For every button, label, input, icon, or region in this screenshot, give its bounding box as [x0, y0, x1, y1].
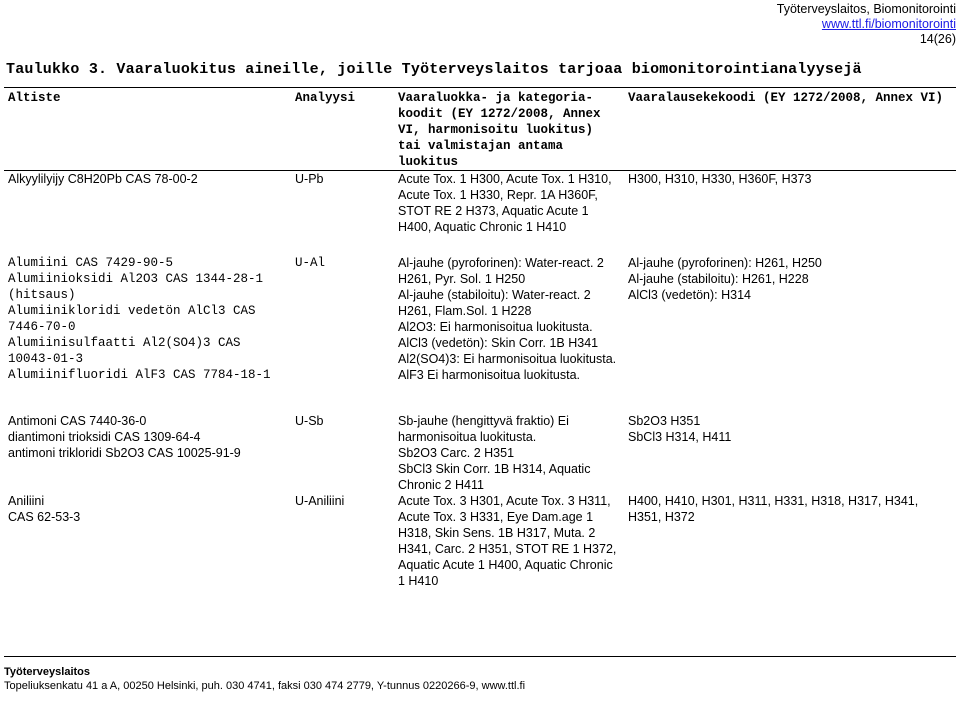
altiste-line: Alkyylilyijy C8H20Pb CAS 78-00-2: [8, 172, 198, 186]
vaaralauseke-line: SbCl3 H314, H411: [628, 429, 732, 444]
cell-vaaraluokka: [394, 411, 624, 493]
vaaralauseke-line: H400, H410, H301, H311, H331, H318, H317, H341, H351, H372: [628, 493, 919, 524]
altiste-line: Antimoni CAS 7440-36-0: [8, 413, 147, 428]
footer-address: Topeliuksenkatu 41 a A, 00250 Helsinki, puh. 030 4741, faksi 030 474 2779, Y-tunnus 0220266-9, www.ttl.fi: [4, 680, 526, 692]
cell-vaaralauseke: [624, 411, 956, 493]
vaaralauseke-line: Al-jauhe (pyroforinen): H261, H250: [628, 255, 822, 270]
vaaraluokka-line: Al2(SO4)3: Ei harmonisoitua luokitusta.: [398, 351, 617, 366]
table-row: [4, 247, 956, 411]
altiste-line: Alumiinioksidi Al2O3 CAS 1344-28-1 (hitsaus): [8, 271, 264, 302]
page-number: 14(26): [919, 32, 956, 46]
vaaralauseke-line: Al-jauhe (stabiloitu): H261, H228: [628, 271, 809, 286]
cell-analyysi: U-Aniliini: [295, 493, 345, 508]
cell-vaaralauseke: [624, 171, 956, 247]
vaaraluokka-line: AlCl3 (vedetön): Skin Corr. 1B H341: [398, 335, 599, 350]
vaaraluokka-line: SbCl3 Skin Corr. 1B H314, Aquatic Chronic 2 H411: [398, 461, 591, 492]
col-header-analyysi: Analyysi: [291, 88, 394, 171]
vaaraluokka-line: Acute Tox. 1 H300, Acute Tox. 1 H310, Acute Tox. 1 H330, Repr. 1A H360F, STOT RE 2 H373, Aquatic Acute 1 H400, Aquatic Chronic 1 H410: [398, 172, 612, 234]
vaaraluokka-line: Acute Tox. 3 H301, Acute Tox. 3 H311, Acute Tox. 3 H331, Eye Dam.age 1 H318, Skin Sens. 1B H317, Muta. 2 H341, Carc. 2 H351, STOT RE 1 H372, Aquatic Acute 1 H400, Aquatic Chronic 1 H410: [398, 493, 617, 588]
hazard-table: [4, 87, 956, 589]
vaaraluokka-line: AlF3 Ei harmonisoitua luokitusta.: [398, 367, 581, 382]
vaaraluokka-line: Al-jauhe (pyroforinen): Water-react. 2 H261, Pyr. Sol. 1 H250: [398, 255, 604, 286]
vaaraluokka-line: Al2O3: Ei harmonisoitua luokitusta.: [398, 319, 593, 334]
altiste-line: Alumiinikloridi vedetön AlCl3 CAS 7446-70-0: [8, 303, 256, 334]
col-header-vaaralauseke: Vaaralausekekoodi (EY 1272/2008, Annex VI): [624, 88, 956, 171]
altiste-line: antimoni trikloridi Sb2O3 CAS 10025-91-9: [8, 445, 241, 460]
cell-altiste: [4, 411, 291, 493]
altiste-line: Alumiinifluoridi AlF3 CAS 7784-18-1: [8, 367, 271, 382]
table-row: [4, 411, 956, 493]
altiste-line: Alumiini CAS 7429-90-5: [8, 255, 174, 270]
page-header: [777, 2, 956, 47]
table-row: [4, 493, 956, 589]
vaaralauseke-line: AlCl3 (vedetön): H314: [628, 287, 751, 302]
col-header-vaaraluokka: Vaaraluokka- ja kategoria-koodit (EY 1272/2008, Annex VI, harmonisoitu luokitus) tai valmistajan antama luokitus: [394, 88, 624, 171]
cell-vaaraluokka: [394, 247, 624, 411]
cell-vaaraluokka: [394, 493, 624, 589]
vaaraluokka-line: Sb2O3 Carc. 2 H351: [398, 445, 515, 460]
page-footer: [4, 656, 956, 693]
table-row: [4, 171, 956, 247]
cell-analyysi: U-Pb: [295, 172, 324, 186]
vaaraluokka-line: Sb-jauhe (hengittyvä fraktio) Ei harmonisoitua luokitusta.: [398, 413, 569, 444]
cell-vaaraluokka: [394, 171, 624, 247]
cell-altiste: [4, 247, 291, 411]
cell-altiste: [4, 493, 291, 589]
vaaralauseke-line: H300, H310, H330, H360F, H373: [628, 172, 812, 186]
table-header-row: [4, 88, 956, 171]
cell-vaaralauseke: [624, 493, 956, 589]
altiste-line: Aniliini: [8, 493, 45, 508]
altiste-line: CAS 62-53-3: [8, 509, 81, 524]
cell-analyysi: U-Al: [295, 255, 326, 270]
footer-org: Työterveyslaitos: [4, 666, 91, 678]
cell-analyysi: U-Sb: [295, 413, 324, 428]
vaaraluokka-line: Al-jauhe (stabiloitu): Water-react. 2 H261, Flam.Sol. 1 H228: [398, 287, 591, 318]
altiste-line: diantimoni trioksidi CAS 1309-64-4: [8, 429, 201, 444]
altiste-line: Alumiinisulfaatti Al2(SO4)3 CAS 10043-01-3: [8, 335, 241, 366]
header-url-link[interactable]: www.ttl.fi/biomonitorointi: [821, 17, 956, 31]
vaaralauseke-line: Sb2O3 H351: [628, 413, 701, 428]
cell-altiste: [4, 171, 291, 247]
cell-vaaralauseke: [624, 247, 956, 411]
table-title: Taulukko 3. Vaaraluokitus aineille, joille Työterveyslaitos tarjoaa biomonitorointianalyysejä: [6, 61, 862, 78]
header-org: Työterveyslaitos, Biomonitorointi: [776, 2, 956, 16]
col-header-altiste: Altiste: [4, 88, 291, 171]
